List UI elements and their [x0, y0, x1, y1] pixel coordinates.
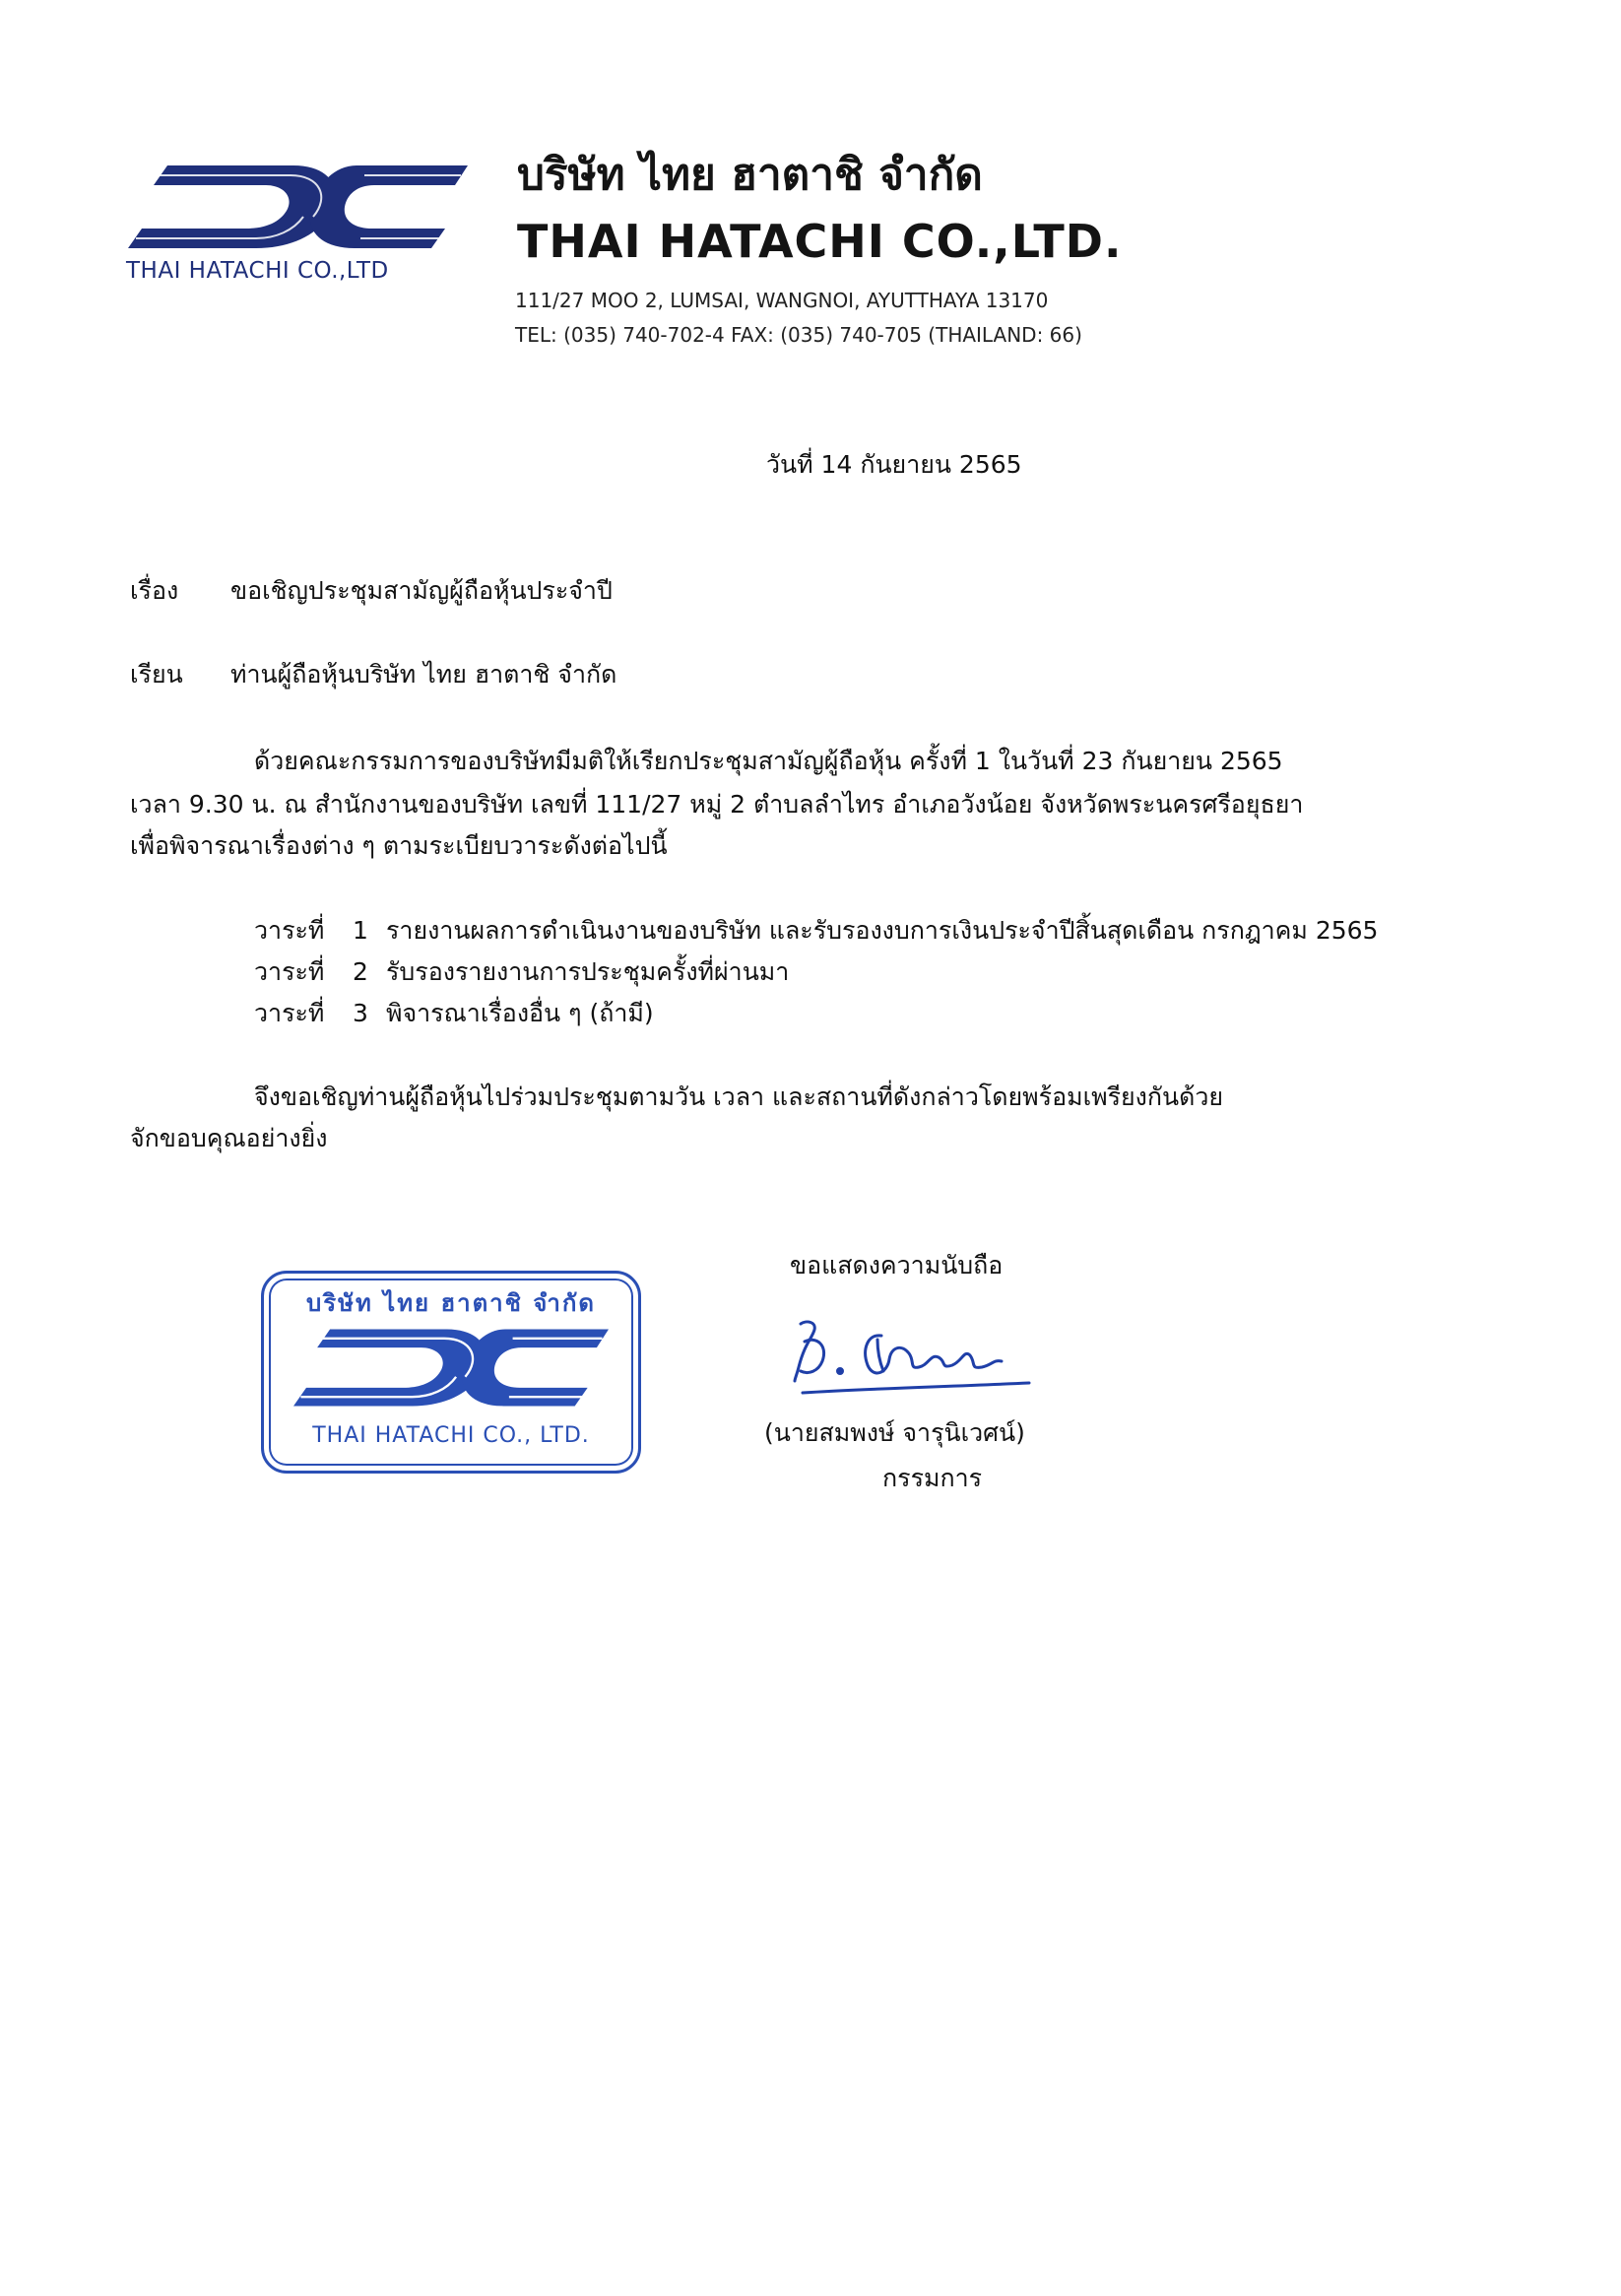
- signer-name: (นายสมพงษ์ จารุนิเวศน์): [764, 1418, 1025, 1447]
- agenda-text: รายงานผลการดำเนินงานของบริษัท และรับรองงบการเงินประจำปีสิ้นสุดเดือน กรกฎาคม 2565: [386, 916, 1379, 945]
- recipient-text: ท่านผู้ถือหุ้นบริษัท ไทย ฮาตาชิ จำกัด: [230, 660, 617, 689]
- stamp-bottom-text: THAI HATACHI CO., LTD.: [312, 1423, 590, 1448]
- agenda-label: วาระที่: [254, 999, 325, 1027]
- paragraph-line: จึงขอเชิญท่านผู้ถือหุ้นไปร่วมประชุมตามวัน เวลา และสถานที่ดังกล่าวโดยพร้อมเพรียงกันด้วย: [254, 1082, 1224, 1111]
- recipient-label: เรียน: [130, 660, 183, 689]
- signer-title: กรรมการ: [882, 1464, 983, 1492]
- company-contact: TEL: (035) 740-702-4 FAX: (035) 740-705 (THAILAND: 66): [515, 323, 1082, 347]
- stamp-logo-icon: [293, 1321, 609, 1414]
- agenda-number: 1: [353, 916, 368, 945]
- company-name-thai: บริษัท ไทย ฮาตาชิ จำกัด: [517, 150, 983, 200]
- agenda-item: [254, 911, 1378, 951]
- signature-icon: [783, 1310, 1054, 1409]
- paragraph-line: ด้วยคณะกรรมการของบริษัทมีมติให้เรียกประชุมสามัญผู้ถือหุ้น ครั้งที่ 1 ในวันที่ 23 กันยายน 2565: [254, 747, 1283, 775]
- agenda-text: รับรองรายงานการประชุมครั้งที่ผ่านมา: [386, 957, 790, 986]
- agenda-text: พิจารณาเรื่องอื่น ๆ (ถ้ามี): [386, 999, 654, 1027]
- logo-caption: THAI HATACHI CO.,LTD: [126, 258, 389, 284]
- paragraph-line: เวลา 9.30 น. ณ สำนักงานของบริษัท เลขที่ 111/27 หมู่ 2 ตำบลลำไทร อำเภอวังน้อย จังหวัดพระนครศรีอยุธยา: [130, 790, 1304, 819]
- letter-date: วันที่ 14 กันยายน 2565: [766, 450, 1022, 479]
- closing-text: ขอแสดงความนับถือ: [790, 1251, 1004, 1279]
- agenda-item: [254, 994, 654, 1033]
- agenda-label: วาระที่: [254, 916, 325, 945]
- subject-line: [130, 571, 613, 611]
- stamp-top-text: บริษัท ไทย ฮาตาชิ จำกัด: [306, 1289, 596, 1317]
- subject-text: ขอเชิญประชุมสามัญผู้ถือหุ้นประจำปี: [230, 576, 613, 605]
- paragraph-line: จักขอบคุณอย่างยิ่ง: [130, 1124, 328, 1152]
- paragraph-line: เพื่อพิจารณาเรื่องต่าง ๆ ตามระเบียบวาระดังต่อไปนี้: [130, 831, 668, 860]
- agenda-label: วาระที่: [254, 957, 325, 986]
- recipient-line: [130, 655, 616, 694]
- company-logo-icon: [128, 165, 468, 248]
- company-name-english: THAI HATACHI CO.,LTD.: [517, 215, 1123, 268]
- company-stamp: [261, 1271, 641, 1474]
- agenda-number: 3: [353, 999, 368, 1027]
- company-address: 111/27 MOO 2, LUMSAI, WANGNOI, AYUTTHAYA 13170: [515, 289, 1049, 312]
- subject-label: เรื่อง: [130, 576, 179, 605]
- agenda-number: 2: [353, 957, 368, 986]
- agenda-item: [254, 952, 789, 992]
